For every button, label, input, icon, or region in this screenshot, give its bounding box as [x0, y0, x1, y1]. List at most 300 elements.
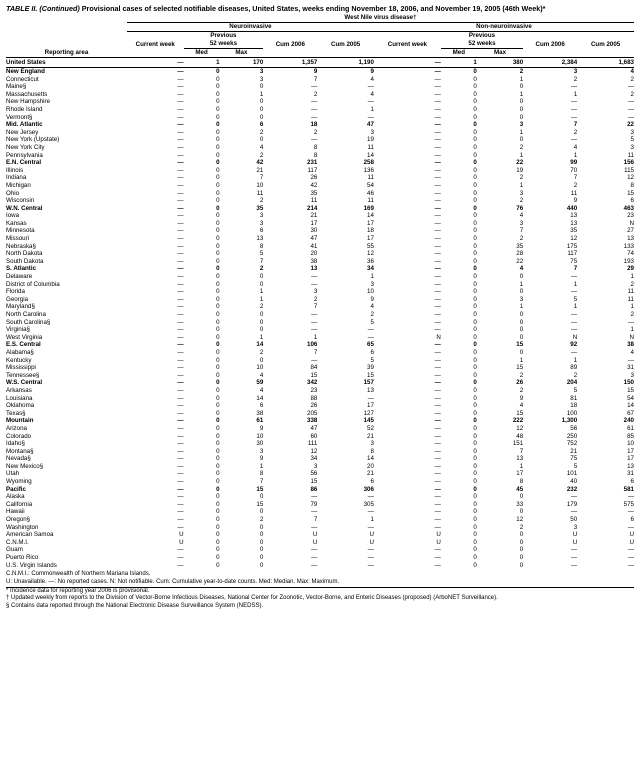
header-current-week-row	[6, 40, 634, 49]
row-value: —	[434, 280, 441, 288]
row-value: 581	[623, 485, 634, 493]
row-value: —	[311, 136, 318, 144]
row-area-label: New Hampshire	[6, 98, 51, 106]
row-area-label: Mountain	[6, 417, 34, 425]
row-value: —	[311, 273, 318, 281]
table-row	[6, 539, 634, 547]
table-row	[6, 227, 634, 235]
row-value: 21	[367, 470, 374, 478]
row-value: —	[177, 143, 184, 151]
header-current-week-2: Current week	[387, 40, 427, 48]
header-52weeks-1: 52 weeks	[184, 40, 264, 49]
row-value: —	[177, 121, 184, 129]
row-value: 99	[570, 159, 578, 167]
row-value: 0	[473, 455, 477, 463]
row-value: 0	[216, 462, 220, 470]
row-value: —	[434, 546, 441, 554]
row-value: —	[177, 447, 184, 455]
row-value: 35	[256, 204, 264, 212]
row-value: 21	[367, 432, 374, 440]
row-value: —	[177, 508, 184, 516]
row-value: —	[434, 386, 441, 394]
row-value: 0	[216, 280, 220, 288]
row-value: 0	[473, 75, 477, 83]
table-row	[6, 91, 634, 99]
table-row	[6, 531, 634, 539]
row-value: 52	[367, 424, 374, 432]
table-row	[6, 152, 634, 160]
row-value: 60	[310, 432, 318, 440]
row-value: —	[434, 113, 441, 121]
row-value: —	[177, 273, 184, 281]
row-value: —	[177, 257, 184, 265]
row-value: —	[434, 303, 441, 311]
row-value: 0	[216, 250, 220, 258]
row-value: —	[434, 189, 441, 197]
row-value: 0	[259, 113, 264, 121]
row-value: 38	[627, 341, 634, 349]
row-value: 0	[216, 333, 220, 341]
row-area-label: Connecticut	[6, 75, 39, 83]
row-value: —	[177, 311, 184, 318]
row-value: 0	[216, 295, 220, 303]
row-value: —	[367, 326, 374, 334]
row-value: 2	[573, 181, 578, 189]
table-row	[6, 562, 634, 570]
row-value: 193	[623, 257, 634, 265]
row-value: 5	[630, 136, 634, 144]
row-value: 12	[570, 235, 578, 243]
row-value: 47	[310, 235, 318, 243]
row-value: 11	[310, 197, 318, 205]
row-value: 5	[370, 318, 374, 326]
row-value: 0	[216, 356, 220, 364]
row-area-label: Ohio	[6, 189, 20, 197]
table-row	[6, 402, 634, 410]
row-value: 0	[259, 98, 264, 106]
row-value: —	[367, 98, 374, 106]
row-value: 6	[630, 516, 634, 524]
row-value: 1	[259, 295, 264, 303]
row-value: —	[571, 113, 578, 121]
row-value: 17	[627, 455, 634, 463]
row-value: —	[434, 554, 441, 561]
table-row	[6, 303, 634, 311]
row-value: 7	[519, 447, 524, 455]
row-area-label: Colorado	[6, 432, 32, 440]
row-area-label: Missouri	[6, 235, 30, 243]
row-value: 11	[627, 288, 634, 296]
row-value: 4	[630, 68, 634, 75]
row-value: 12	[310, 447, 318, 455]
row-value: 0	[216, 121, 220, 129]
legend-cnmi: C.N.M.I.: Commonwealth of Northern Mariana Islands.	[6, 571, 151, 578]
row-value: 0	[473, 83, 477, 91]
row-value: —	[434, 424, 441, 432]
header-reporting-area: Reporting area	[44, 49, 89, 56]
row-area-label: South Carolina§	[6, 318, 51, 326]
row-value: 2	[313, 295, 318, 303]
row-value: 15	[627, 386, 634, 394]
row-value: U	[629, 538, 634, 546]
table-row	[6, 58, 634, 68]
row-value: 17	[310, 219, 318, 227]
row-value: 463	[623, 204, 634, 212]
row-area-label: Pennsylvania	[6, 151, 43, 159]
row-value: U	[436, 531, 441, 539]
row-value: 0	[519, 83, 524, 91]
row-value: 88	[310, 394, 318, 402]
row-value: 1	[519, 128, 524, 136]
row-value: —	[177, 326, 184, 334]
row-value: —	[434, 273, 441, 281]
row-value: —	[177, 470, 184, 478]
row-value: —	[434, 219, 441, 227]
row-area-label: W.S. Central	[6, 379, 43, 387]
row-value: 3	[259, 447, 264, 455]
row-value: 1	[519, 75, 524, 83]
row-value: 0	[259, 280, 264, 288]
table-row	[6, 357, 634, 365]
row-value: 15	[516, 341, 524, 349]
row-value: 0	[473, 250, 477, 258]
row-value: 0	[216, 485, 220, 493]
row-value: 0	[473, 151, 477, 159]
row-value: 342	[307, 379, 318, 387]
row-value: 2	[519, 68, 524, 75]
row-value: —	[177, 113, 184, 121]
row-value: 0	[259, 356, 264, 364]
row-value: 0	[259, 83, 264, 91]
row-value: 0	[259, 311, 264, 318]
row-area-label: Nebraska§	[6, 242, 36, 250]
row-value: —	[177, 462, 184, 470]
header-invasive-row	[6, 23, 634, 32]
row-value: 2	[519, 235, 524, 243]
row-value: 3	[573, 523, 578, 531]
header-cum2005-a: Cum 2005	[331, 40, 361, 48]
row-value: —	[311, 356, 318, 364]
row-value: 86	[310, 485, 318, 493]
row-value: 22	[516, 257, 524, 265]
row-value: 4	[259, 371, 264, 379]
row-value: 250	[566, 432, 578, 440]
row-value: 0	[473, 447, 477, 455]
table-row	[6, 273, 634, 281]
table-row	[6, 395, 634, 403]
row-area-label: Idaho§	[6, 440, 25, 448]
row-value: —	[434, 250, 441, 258]
row-value: 0	[216, 516, 220, 524]
row-value: —	[434, 470, 441, 478]
row-value: 0	[519, 561, 524, 569]
row-value: 0	[473, 242, 477, 250]
row-value: 6	[259, 227, 264, 235]
row-value: —	[177, 440, 184, 448]
row-value: 0	[216, 538, 220, 546]
row-value: —	[434, 75, 441, 83]
row-area-label: Georgia	[6, 295, 29, 303]
row-value: —	[177, 394, 184, 402]
table-row	[6, 265, 634, 273]
table-row	[6, 144, 634, 152]
row-value: 15	[516, 409, 524, 417]
row-value: —	[434, 166, 441, 174]
row-area-label: Arkansas	[6, 386, 32, 394]
row-area-label: Delaware	[6, 273, 33, 281]
row-value: —	[434, 379, 441, 387]
row-value: 4	[370, 303, 374, 311]
row-value: 42	[310, 181, 318, 189]
table-row	[6, 319, 634, 327]
row-area-label: District of Columbia	[6, 280, 60, 288]
row-value: 2	[313, 128, 318, 136]
row-value: 150	[623, 379, 634, 387]
row-value: 0	[473, 90, 477, 98]
row-value: 18	[310, 121, 318, 129]
row-area-label: Wisconsin	[6, 197, 35, 205]
row-area-label: Texas§	[6, 409, 26, 417]
row-value: 67	[627, 409, 634, 417]
row-value: 0	[216, 181, 220, 189]
row-value: 0	[216, 394, 220, 402]
row-value: 0	[473, 318, 477, 326]
row-value: 0	[473, 386, 477, 394]
row-value: 92	[570, 341, 578, 349]
table-row	[6, 76, 634, 84]
row-value: 258	[363, 159, 374, 167]
row-value: 0	[473, 303, 477, 311]
table-row	[6, 190, 634, 198]
table-row	[6, 478, 634, 486]
row-value: 8	[630, 181, 634, 189]
table-row	[6, 182, 634, 190]
row-value: 0	[519, 508, 524, 516]
row-value: 1	[313, 333, 318, 341]
row-value: 3	[519, 219, 524, 227]
row-value: 0	[473, 356, 477, 364]
row-value: 222	[512, 417, 524, 425]
row-value: 0	[473, 424, 477, 432]
row-value: —	[177, 561, 184, 569]
notifiable-diseases-table	[6, 14, 634, 569]
row-value: 7	[573, 174, 578, 182]
row-value: 4	[519, 265, 524, 273]
row-value: —	[177, 98, 184, 106]
row-value: 46	[367, 189, 374, 197]
row-value: 29	[627, 265, 634, 273]
row-value: 0	[259, 318, 264, 326]
row-area-label: South Dakota	[6, 257, 44, 265]
row-value: 20	[367, 462, 374, 470]
table-row	[6, 106, 634, 114]
table-row	[6, 167, 634, 175]
row-value: 0	[519, 326, 524, 334]
row-value: U	[572, 531, 578, 539]
row-value: U	[179, 531, 184, 539]
row-value: 11	[570, 189, 578, 197]
row-value: —	[177, 166, 184, 174]
row-value: 1	[259, 462, 264, 470]
row-value: —	[434, 265, 441, 273]
row-area-label: New Jersey	[6, 128, 39, 136]
table-row	[6, 205, 634, 213]
row-value: 0	[216, 227, 220, 235]
row-value: 0	[216, 432, 220, 440]
row-value: 12	[516, 424, 524, 432]
row-value: 2	[259, 197, 264, 205]
row-value: 0	[216, 303, 220, 311]
row-value: 1	[519, 356, 524, 364]
header-previous-2: Previous	[468, 32, 496, 39]
row-value: —	[177, 204, 184, 212]
row-area-label: Michigan	[6, 181, 31, 189]
row-value: —	[177, 318, 184, 326]
row-value: 56	[570, 424, 578, 432]
header-disease-group: West Nile virus disease†	[127, 14, 634, 23]
row-value: —	[627, 318, 634, 326]
header-max-2: Max	[493, 49, 507, 56]
row-value: 14	[256, 394, 264, 402]
row-value: 101	[566, 470, 578, 478]
row-value: —	[374, 58, 441, 68]
row-value: 2	[313, 90, 318, 98]
row-value: 17	[367, 219, 374, 227]
row-value: 0	[473, 440, 477, 448]
row-value: —	[177, 83, 184, 91]
row-value: 8	[259, 470, 264, 478]
row-value: 2	[259, 348, 264, 356]
row-value: 9	[259, 424, 264, 432]
row-value: —	[311, 113, 318, 121]
table-row	[6, 235, 634, 243]
row-value: 0	[259, 561, 264, 569]
row-value: —	[434, 523, 441, 531]
table-body	[6, 58, 634, 570]
row-value: —	[177, 212, 184, 220]
row-value: 2	[573, 371, 578, 379]
row-value: U	[572, 538, 578, 546]
row-area-label: Rhode Island	[6, 105, 43, 113]
table-row	[6, 455, 634, 463]
row-value: 76	[516, 204, 524, 212]
row-value: 6	[630, 478, 634, 486]
row-value: —	[367, 493, 374, 501]
row-value: —	[627, 493, 634, 501]
row-value: 0	[216, 204, 220, 212]
row-value: 34	[310, 455, 318, 463]
row-value: 0	[473, 546, 477, 554]
row-value: 133	[623, 242, 634, 250]
header-cum2006-b: Cum 2006	[535, 40, 565, 48]
row-value: 22	[516, 159, 524, 167]
row-value: 13	[367, 386, 374, 394]
row-value: 21	[570, 447, 578, 455]
row-value: 35	[516, 242, 524, 250]
row-value: —	[311, 546, 318, 554]
row-value: —	[434, 128, 441, 136]
row-value: 0	[473, 554, 477, 561]
row-value: —	[434, 295, 441, 303]
row-value: 15	[627, 189, 634, 197]
row-value: 0	[216, 151, 220, 159]
row-value: 0	[473, 348, 477, 356]
row-area-label: Alaska	[6, 493, 25, 501]
row-value: 4	[370, 75, 374, 83]
row-value: 3	[630, 128, 634, 136]
row-value: 3	[259, 75, 264, 83]
row-area-label: U.S. Virgin Islands	[6, 561, 57, 569]
row-value: 214	[307, 204, 318, 212]
row-value: 7	[259, 257, 264, 265]
row-value: 13	[310, 265, 318, 273]
row-value: 0	[473, 257, 477, 265]
row-value: 0	[473, 113, 477, 121]
row-value: 156	[623, 159, 634, 167]
row-value: —	[367, 561, 374, 569]
row-value: 0	[473, 493, 477, 501]
header-disease-group-row	[6, 14, 634, 23]
row-value: 5	[259, 250, 264, 258]
row-area-label: Alabama§	[6, 348, 34, 356]
row-value: 1	[519, 462, 524, 470]
row-value: 12	[627, 174, 634, 182]
row-value: 1,300	[561, 417, 578, 425]
row-value: —	[311, 493, 318, 501]
row-value: —	[177, 159, 184, 167]
row-value: —	[571, 561, 578, 569]
row-value: 35	[310, 189, 318, 197]
row-value: 0	[519, 288, 524, 296]
row-value: 0	[473, 470, 477, 478]
row-value: 0	[259, 136, 264, 144]
row-value: 0	[473, 288, 477, 296]
row-value: —	[177, 455, 184, 463]
table-row	[6, 387, 634, 395]
row-area-label: E.S. Central	[6, 341, 41, 349]
table-row	[6, 417, 634, 425]
row-value: 0	[216, 546, 220, 554]
row-value: 2	[259, 516, 264, 524]
row-value: 6	[259, 402, 264, 410]
row-value: 0	[216, 318, 220, 326]
row-value: —	[177, 181, 184, 189]
row-value: 48	[516, 432, 524, 440]
row-value: 2	[519, 386, 524, 394]
row-value: 7	[313, 348, 318, 356]
row-value: 338	[307, 417, 318, 425]
row-value: 0	[216, 235, 220, 243]
row-value: —	[177, 356, 184, 364]
row-value: 3	[370, 128, 374, 136]
header-52weeks-2: 52 weeks	[441, 40, 523, 49]
row-value: —	[177, 295, 184, 303]
row-value: —	[177, 364, 184, 372]
row-value: 34	[367, 265, 374, 273]
row-value: 4	[630, 348, 634, 356]
row-area-label: North Dakota	[6, 250, 43, 258]
table-row	[6, 281, 634, 289]
header-previous-1: Previous	[210, 32, 237, 39]
row-value: —	[311, 508, 318, 516]
row-value: —	[311, 523, 318, 531]
row-value: —	[177, 409, 184, 417]
row-value: —	[571, 98, 578, 106]
row-value: —	[177, 68, 184, 75]
table-row	[6, 554, 634, 562]
row-value: 0	[473, 485, 477, 493]
row-value: 0	[473, 204, 477, 212]
